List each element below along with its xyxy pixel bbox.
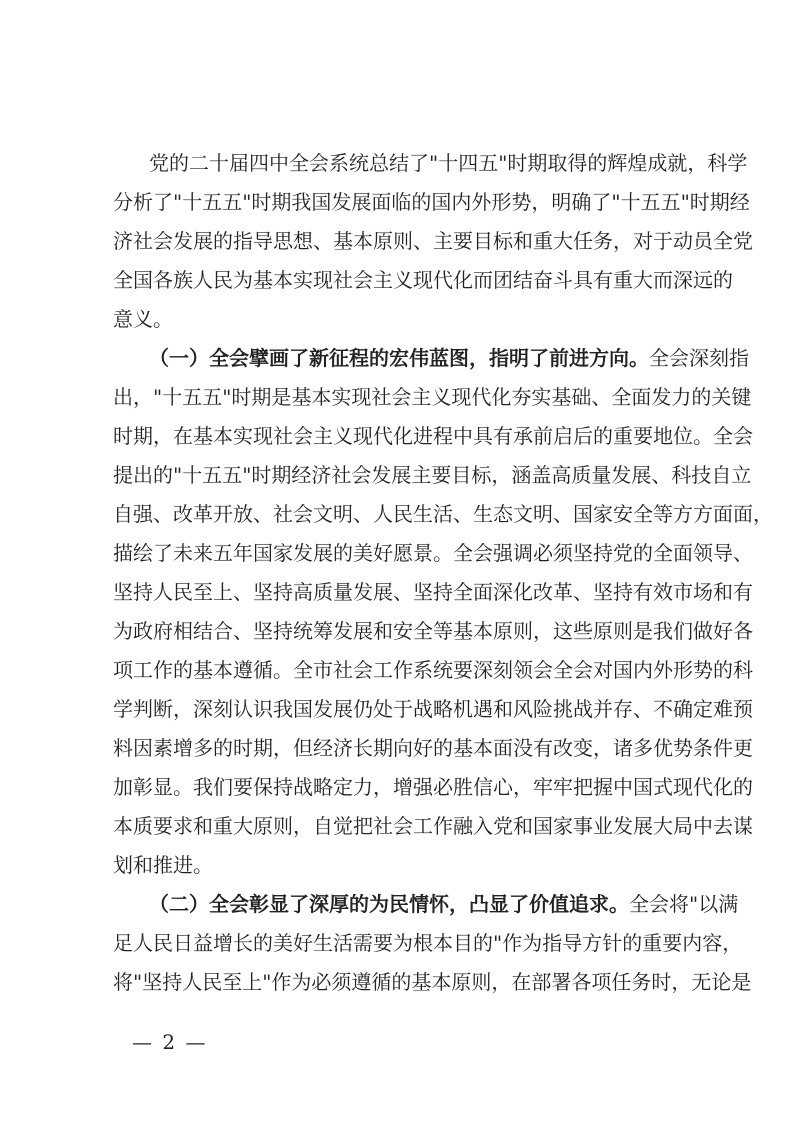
body-text-segment: 将"坚持人民至上"作为必须遵循的基本原则，在部署各项任务时，无论是 <box>113 970 752 994</box>
text-line <box>113 963 752 1002</box>
body-text-segment: 时期，在基本实现社会主义现代化进程中具有承前启后的重要地位。全会 <box>113 424 753 448</box>
text-line <box>113 300 703 339</box>
document-body <box>113 144 773 1002</box>
page-number: — 2 — <box>132 1030 208 1054</box>
text-line <box>113 612 753 651</box>
body-text-segment: 学判断，深刻认识我国发展仍处于战略机遇和风险挑战并存、不确定难预 <box>113 697 753 721</box>
text-line <box>113 456 752 495</box>
body-text-segment: 坚持人民至上、坚持高质量发展、坚持全面深化改革、坚持有效市场和有 <box>113 580 753 604</box>
text-line <box>113 417 753 456</box>
body-text-segment: 本质要求和重大原则，自觉把社会工作融入党和国家事业发展大局中去谋 <box>113 814 753 838</box>
text-line <box>113 144 748 183</box>
body-text-segment: 自强、改革开放、社会文明、人民生活、生态文明、国家安全等方方面面， <box>113 502 773 526</box>
section-heading-text: （一）全会擘画了新征程的宏伟蓝图，指明了前进方向。 <box>149 346 649 370</box>
body-text-segment: 提出的"十五五"时期经济社会发展主要目标，涵盖高质量发展、科技自立 <box>113 463 752 487</box>
body-text-segment: 加彰显。我们要保持战略定力，增强必胜信心，牢牢把握中国式现代化的 <box>113 775 753 799</box>
body-text-segment: 出，"十五五"时期是基本实现社会主义现代化夯实基础、全面发力的关键 <box>113 385 752 409</box>
text-line <box>113 924 743 963</box>
body-text-segment: 足人民日益增长的美好生活需要为根本目的"作为指导方针的重要内容， <box>113 931 743 955</box>
text-line <box>113 885 739 924</box>
body-text-segment: 为政府相结合、坚持统筹发展和安全等基本原则，这些原则是我们做好各 <box>113 619 753 643</box>
body-text-segment: 料因素增多的时期，但经济长期向好的基本面没有改变，诸多优势条件更 <box>113 736 753 760</box>
text-line <box>113 573 753 612</box>
text-line <box>113 183 750 222</box>
body-text-segment: 意义。 <box>113 307 173 331</box>
text-line <box>113 339 749 378</box>
body-text-segment: 分析了"十五五"时期我国发展面临的国内外形势，明确了"十五五"时期经 <box>113 190 750 214</box>
body-text-segment: 划和推进。 <box>113 853 213 877</box>
text-line <box>113 690 753 729</box>
body-text-segment: 描绘了未来五年国家发展的美好愿景。全会强调必须坚持党的全面领导、 <box>113 541 753 565</box>
text-line <box>113 261 733 300</box>
body-text-segment: 全国各族人民为基本实现社会主义现代化而团结奋斗具有重大而深远的 <box>113 268 733 292</box>
text-line <box>113 651 753 690</box>
body-text-segment: 济社会发展的指导思想、基本原则、主要目标和重大任务，对于动员全党 <box>113 229 753 253</box>
text-line <box>113 846 703 885</box>
body-text-segment: 全会深刻指 <box>649 346 749 370</box>
text-line <box>113 495 773 534</box>
text-line <box>113 222 753 261</box>
text-line <box>113 768 753 807</box>
text-line <box>113 729 753 768</box>
body-text-segment: 全会将"以满 <box>629 892 739 916</box>
body-text-segment: 项工作的基本遵循。全市社会工作系统要深刻领会全会对国内外形势的科 <box>113 658 753 682</box>
text-line <box>113 534 753 573</box>
text-line <box>113 807 753 846</box>
text-line <box>113 378 752 417</box>
section-heading-text: （二）全会彰显了深厚的为民情怀，凸显了价值追求。 <box>149 892 629 916</box>
body-text-segment: 党的二十届四中全会系统总结了"十四五"时期取得的辉煌成就，科学 <box>149 151 748 175</box>
